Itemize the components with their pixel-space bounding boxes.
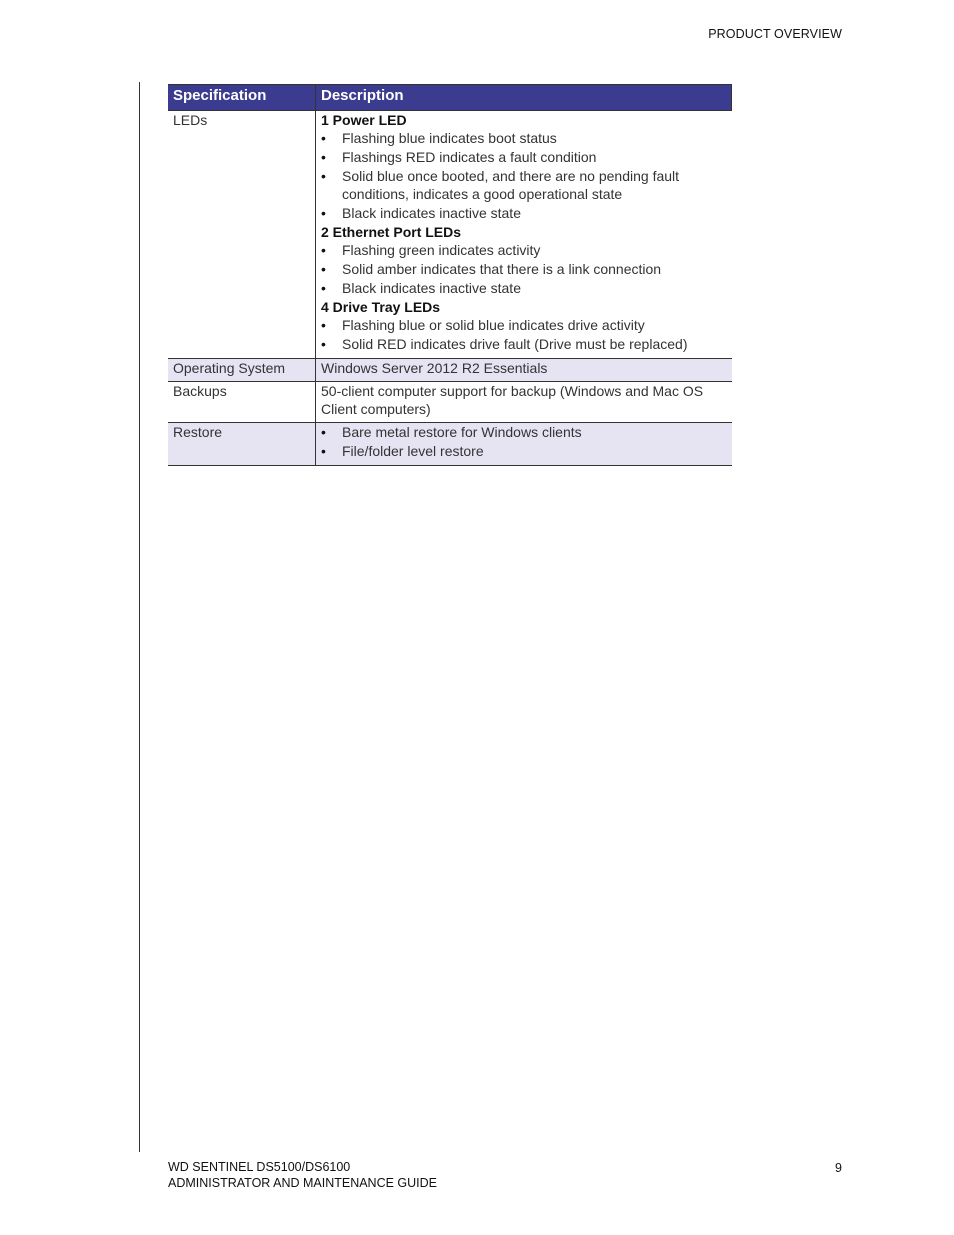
led-group-list (321, 129, 727, 222)
footer-product-info (168, 1159, 437, 1191)
spec-description-operating-system: Windows Server 2012 R2 Essentials (316, 359, 732, 382)
led-group-list (321, 241, 727, 297)
list-item: • Black indicates inactive state (321, 204, 727, 222)
page-number: 9 (835, 1161, 842, 1175)
table-row-leds (168, 111, 732, 359)
spec-label-restore: Restore (168, 423, 316, 466)
list-item: • Flashings RED indicates a fault condition (321, 148, 727, 166)
table-row-restore (168, 423, 732, 466)
restore-list (321, 423, 727, 460)
spec-description-restore (316, 423, 732, 466)
list-item: • Black indicates inactive state (321, 279, 727, 297)
led-group-title: 2 Ethernet Port LEDs (321, 224, 462, 240)
running-header: PRODUCT OVERVIEW (708, 27, 842, 41)
led-group-title: 1 Power LED (321, 112, 407, 128)
list-item: • Solid blue once booted, and there are no pending fault conditions, indicates a good operational state (321, 167, 727, 203)
table-row-backups (168, 382, 732, 423)
column-header-specification: Specification (168, 85, 316, 111)
column-header-description: Description (316, 85, 732, 111)
table-row-operating-system (168, 359, 732, 382)
table-header-row (168, 85, 732, 111)
footer-product-name: WD SENTINEL DS5100/DS6100 (168, 1160, 351, 1174)
list-item: • Flashing green indicates activity (321, 241, 727, 259)
list-item: • File/folder level restore (321, 442, 727, 460)
footer-guide-title: ADMINISTRATOR AND MAINTENANCE GUIDE (168, 1176, 438, 1190)
spec-description-leds (316, 111, 732, 359)
margin-rule (139, 82, 140, 1152)
specification-table (168, 84, 732, 466)
led-group-list (321, 316, 727, 353)
spec-label-backups: Backups (168, 382, 316, 423)
list-item: • Flashing blue indicates boot status (321, 129, 727, 147)
led-group-title: 4 Drive Tray LEDs (321, 299, 441, 315)
spec-label-operating-system: Operating System (168, 359, 316, 382)
spec-description-backups: 50-client computer support for backup (Windows and Mac OS Client computers) (316, 382, 732, 423)
list-item: • Solid RED indicates drive fault (Drive must be replaced) (321, 335, 727, 353)
list-item: • Solid amber indicates that there is a link connection (321, 260, 727, 278)
spec-label-leds: LEDs (168, 111, 316, 359)
list-item: • Bare metal restore for Windows clients (321, 423, 727, 441)
list-item: • Flashing blue or solid blue indicates drive activity (321, 316, 727, 334)
